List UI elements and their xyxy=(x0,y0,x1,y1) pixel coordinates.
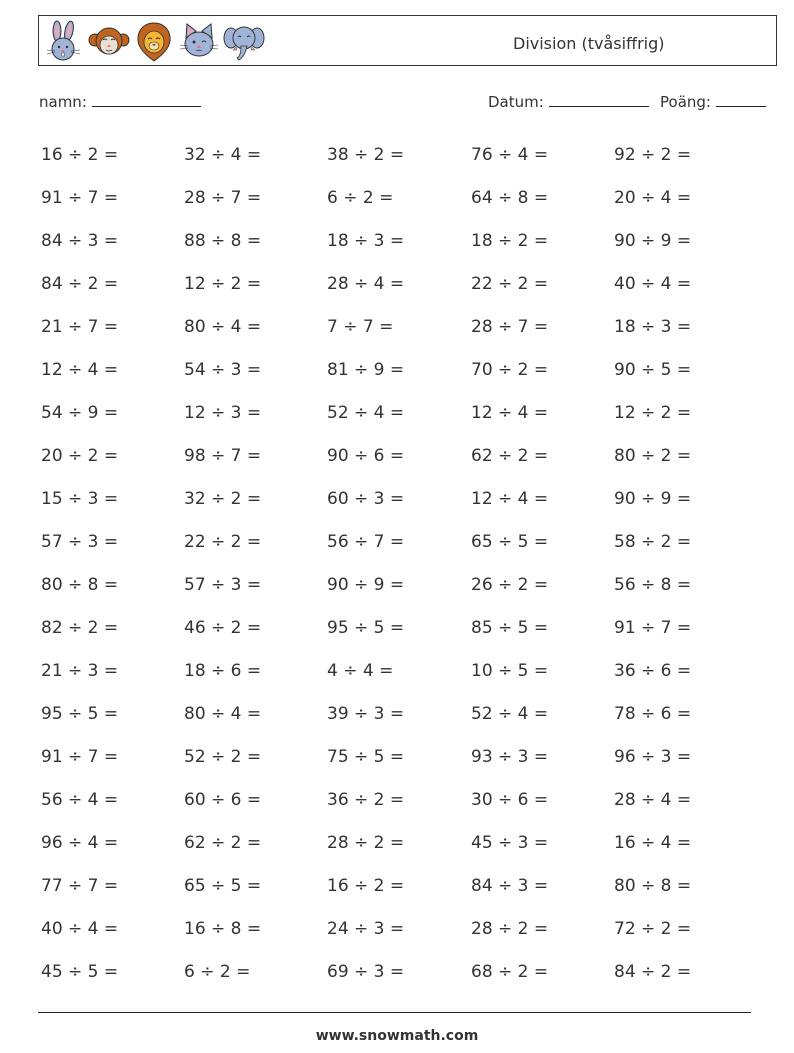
division-problem: 24 ÷ 3 = xyxy=(327,919,405,939)
division-problem: 36 ÷ 2 = xyxy=(327,790,405,810)
division-problem: 90 ÷ 9 = xyxy=(614,489,692,509)
cat-icon xyxy=(178,20,220,62)
worksheet-title: Division (tvåsiffrig) xyxy=(513,34,665,53)
division-problem: 90 ÷ 5 = xyxy=(614,360,692,380)
division-problem: 96 ÷ 3 = xyxy=(614,747,692,767)
division-problem: 28 ÷ 7 = xyxy=(471,317,549,337)
division-problem: 57 ÷ 3 = xyxy=(41,532,119,552)
division-problem: 84 ÷ 2 = xyxy=(614,962,692,982)
date-blank[interactable] xyxy=(549,92,649,107)
division-problem: 21 ÷ 3 = xyxy=(41,661,119,681)
division-problem: 77 ÷ 7 = xyxy=(41,876,119,896)
division-problem: 56 ÷ 8 = xyxy=(614,575,692,595)
division-problem: 20 ÷ 2 = xyxy=(41,446,119,466)
division-problem: 95 ÷ 5 = xyxy=(41,704,119,724)
division-problem: 22 ÷ 2 = xyxy=(471,274,549,294)
division-problem: 91 ÷ 7 = xyxy=(41,747,119,767)
division-problem: 45 ÷ 3 = xyxy=(471,833,549,853)
division-problem: 56 ÷ 7 = xyxy=(327,532,405,552)
division-problem: 56 ÷ 4 = xyxy=(41,790,119,810)
division-problem: 65 ÷ 5 = xyxy=(471,532,549,552)
division-problem: 90 ÷ 9 = xyxy=(614,231,692,251)
division-problem: 28 ÷ 4 = xyxy=(327,274,405,294)
division-problem: 10 ÷ 5 = xyxy=(471,661,549,681)
division-problem: 22 ÷ 2 = xyxy=(184,532,262,552)
footer-url: www.snowmath.com xyxy=(315,1028,479,1044)
division-problem: 18 ÷ 3 = xyxy=(614,317,692,337)
division-problem: 57 ÷ 3 = xyxy=(184,575,262,595)
name-blank[interactable] xyxy=(92,92,201,107)
division-problem: 12 ÷ 4 = xyxy=(41,360,119,380)
animal-icons xyxy=(43,19,265,63)
division-problem: 28 ÷ 2 = xyxy=(471,919,549,939)
division-problem: 60 ÷ 3 = xyxy=(327,489,405,509)
division-problem: 72 ÷ 2 = xyxy=(614,919,692,939)
division-problem: 81 ÷ 9 = xyxy=(327,360,405,380)
division-problem: 84 ÷ 2 = xyxy=(41,274,119,294)
division-problem: 85 ÷ 5 = xyxy=(471,618,549,638)
division-problem: 76 ÷ 4 = xyxy=(471,145,549,165)
division-problem: 15 ÷ 3 = xyxy=(41,489,119,509)
division-problem: 78 ÷ 6 = xyxy=(614,704,692,724)
division-problem: 90 ÷ 6 = xyxy=(327,446,405,466)
score-field xyxy=(660,92,766,111)
division-problem: 16 ÷ 2 = xyxy=(327,876,405,896)
division-problem: 26 ÷ 2 = xyxy=(471,575,549,595)
division-problem: 45 ÷ 5 = xyxy=(41,962,119,982)
division-problem: 21 ÷ 7 = xyxy=(41,317,119,337)
date-label: Datum: xyxy=(488,93,544,111)
division-problem: 36 ÷ 6 = xyxy=(614,661,692,681)
division-problem: 40 ÷ 4 = xyxy=(41,919,119,939)
division-problem: 58 ÷ 2 = xyxy=(614,532,692,552)
division-problem: 12 ÷ 2 = xyxy=(184,274,262,294)
lion-icon xyxy=(133,20,175,62)
division-problem: 28 ÷ 4 = xyxy=(614,790,692,810)
division-problem: 52 ÷ 4 = xyxy=(327,403,405,423)
division-problem: 98 ÷ 7 = xyxy=(184,446,262,466)
division-problem: 95 ÷ 5 = xyxy=(327,618,405,638)
division-problem: 32 ÷ 4 = xyxy=(184,145,262,165)
division-problem: 18 ÷ 6 = xyxy=(184,661,262,681)
score-blank[interactable] xyxy=(716,92,766,107)
division-problem: 12 ÷ 3 = xyxy=(184,403,262,423)
worksheet-header xyxy=(38,15,777,66)
division-problem: 46 ÷ 2 = xyxy=(184,618,262,638)
division-problem: 80 ÷ 4 = xyxy=(184,704,262,724)
division-problem: 32 ÷ 2 = xyxy=(184,489,262,509)
division-problem: 96 ÷ 4 = xyxy=(41,833,119,853)
division-problem: 18 ÷ 2 = xyxy=(471,231,549,251)
division-problem: 90 ÷ 9 = xyxy=(327,575,405,595)
division-problem: 80 ÷ 8 = xyxy=(614,876,692,896)
division-problem: 7 ÷ 7 = xyxy=(327,317,394,337)
score-label: Poäng: xyxy=(660,93,711,111)
division-problem: 38 ÷ 2 = xyxy=(327,145,405,165)
division-problem: 52 ÷ 2 = xyxy=(184,747,262,767)
division-problem: 82 ÷ 2 = xyxy=(41,618,119,638)
division-problem: 70 ÷ 2 = xyxy=(471,360,549,380)
division-problem: 20 ÷ 4 = xyxy=(614,188,692,208)
division-problem: 54 ÷ 9 = xyxy=(41,403,119,423)
rabbit-icon xyxy=(43,20,85,62)
division-problem: 12 ÷ 4 = xyxy=(471,403,549,423)
division-problem: 16 ÷ 8 = xyxy=(184,919,262,939)
division-problem: 80 ÷ 2 = xyxy=(614,446,692,466)
division-problem: 62 ÷ 2 = xyxy=(471,446,549,466)
division-problem: 40 ÷ 4 = xyxy=(614,274,692,294)
date-field xyxy=(488,92,649,111)
division-problem: 18 ÷ 3 = xyxy=(327,231,405,251)
division-problem: 30 ÷ 6 = xyxy=(471,790,549,810)
division-problem: 52 ÷ 4 = xyxy=(471,704,549,724)
name-field xyxy=(39,92,201,111)
division-problem: 80 ÷ 8 = xyxy=(41,575,119,595)
division-problem: 80 ÷ 4 = xyxy=(184,317,262,337)
division-problem: 12 ÷ 2 = xyxy=(614,403,692,423)
division-problem: 39 ÷ 3 = xyxy=(327,704,405,724)
division-problem: 84 ÷ 3 = xyxy=(471,876,549,896)
division-problem: 16 ÷ 2 = xyxy=(41,145,119,165)
division-problem: 69 ÷ 3 = xyxy=(327,962,405,982)
division-problem: 91 ÷ 7 = xyxy=(41,188,119,208)
division-problem: 88 ÷ 8 = xyxy=(184,231,262,251)
division-problem: 60 ÷ 6 = xyxy=(184,790,262,810)
division-problem: 62 ÷ 2 = xyxy=(184,833,262,853)
division-problem: 4 ÷ 4 = xyxy=(327,661,394,681)
division-problem: 6 ÷ 2 = xyxy=(327,188,394,208)
name-label: namn: xyxy=(39,93,87,111)
footer-divider xyxy=(38,1012,751,1013)
division-problem: 84 ÷ 3 = xyxy=(41,231,119,251)
division-problem: 93 ÷ 3 = xyxy=(471,747,549,767)
division-problem: 28 ÷ 7 = xyxy=(184,188,262,208)
division-problem: 92 ÷ 2 = xyxy=(614,145,692,165)
division-problem: 68 ÷ 2 = xyxy=(471,962,549,982)
division-problem: 28 ÷ 2 = xyxy=(327,833,405,853)
division-problem: 64 ÷ 8 = xyxy=(471,188,549,208)
division-problem: 54 ÷ 3 = xyxy=(184,360,262,380)
division-problem: 65 ÷ 5 = xyxy=(184,876,262,896)
division-problem: 16 ÷ 4 = xyxy=(614,833,692,853)
division-problem: 91 ÷ 7 = xyxy=(614,618,692,638)
division-problem: 75 ÷ 5 = xyxy=(327,747,405,767)
division-problem: 6 ÷ 2 = xyxy=(184,962,251,982)
elephant-icon xyxy=(223,20,265,62)
monkey-icon xyxy=(88,20,130,62)
division-problem: 12 ÷ 4 = xyxy=(471,489,549,509)
